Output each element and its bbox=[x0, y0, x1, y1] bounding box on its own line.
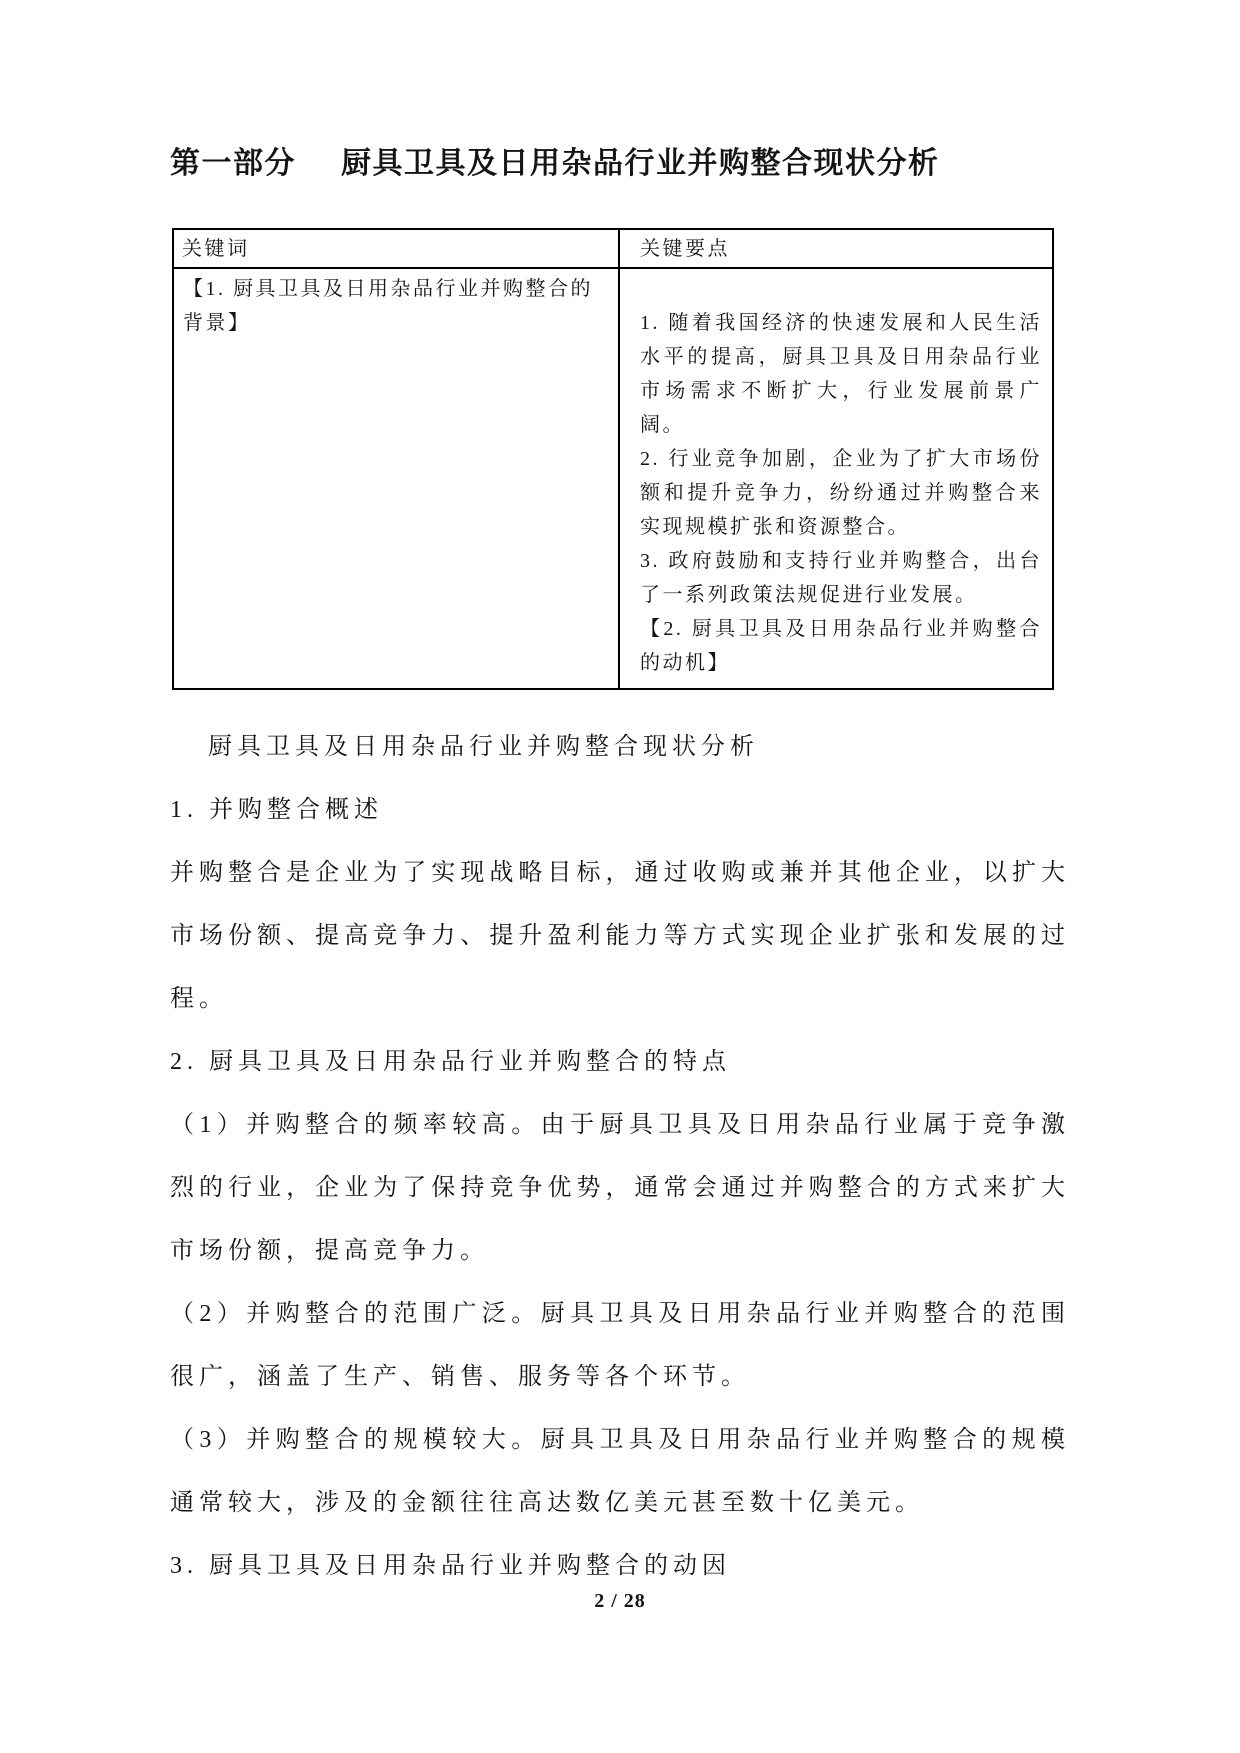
table-header-row bbox=[173, 229, 1053, 268]
body-paragraph: （3）并购整合的规模较大。厨具卫具及日用杂品行业并购整合的规模通常较大，涉及的金额往往高达数亿美元甚至数十亿美元。 bbox=[170, 1427, 1070, 1516]
keyword-cell: 【1. 厨具卫具及日用杂品行业并购整合的背景】 bbox=[173, 268, 619, 689]
body-paragraph: 并购整合是企业为了实现战略目标，通过收购或兼并其他企业，以扩大市场份额、提高竞争力、提升盈利能力等方式实现企业扩张和发展的过程。 bbox=[170, 860, 1070, 1012]
body-paragraph: 1. 并购整合概述 bbox=[170, 797, 383, 823]
body-paragraph: 厨具卫具及日用杂品行业并购整合现状分析 bbox=[208, 734, 759, 760]
body-paragraph: 3. 厨具卫具及日用杂品行业并购整合的动因 bbox=[170, 1553, 731, 1579]
point-item: 3. 政府鼓励和支持行业并购整合，出台了一系列政策法规促进行业发展。 bbox=[640, 550, 1042, 606]
key-points-table bbox=[172, 228, 1054, 690]
table-header-keyword: 关键词 bbox=[173, 229, 619, 268]
body-paragraph: （2）并购整合的范围广泛。厨具卫具及日用杂品行业并购整合的范围很广，涵盖了生产、销售、服务等各个环节。 bbox=[170, 1301, 1070, 1390]
body-paragraph: （1）并购整合的频率较高。由于厨具卫具及日用杂品行业属于竞争激烈的行业，企业为了保持竞争优势，通常会通过并购整合的方式来扩大市场份额，提高竞争力。 bbox=[170, 1112, 1070, 1264]
title-text: 厨具卫具及日用杂品行业并购整合现状分析 bbox=[341, 147, 940, 180]
point-item: 1. 随着我国经济的快速发展和人民生活水平的提高，厨具卫具及日用杂品行业市场需求不断扩大，行业发展前景广阔。 bbox=[640, 312, 1042, 436]
document-body bbox=[170, 716, 1070, 1598]
point-item: 【2. 厨具卫具及日用杂品行业并购整合的动机】 bbox=[640, 618, 1042, 674]
part-label: 第一部分 bbox=[170, 147, 296, 180]
page-footer bbox=[0, 1590, 1240, 1613]
body-paragraph: 2. 厨具卫具及日用杂品行业并购整合的特点 bbox=[170, 1049, 731, 1075]
points-cell bbox=[619, 268, 1053, 689]
table-header-points: 关键要点 bbox=[619, 229, 1053, 268]
table-row bbox=[173, 268, 1053, 689]
page-title bbox=[0, 0, 1240, 182]
page-number: 2 / 28 bbox=[594, 1590, 646, 1612]
point-item: 2. 行业竞争加剧，企业为了扩大市场份额和提升竞争力，纷纷通过并购整合来实现规模扩张和资源整合。 bbox=[640, 448, 1042, 538]
